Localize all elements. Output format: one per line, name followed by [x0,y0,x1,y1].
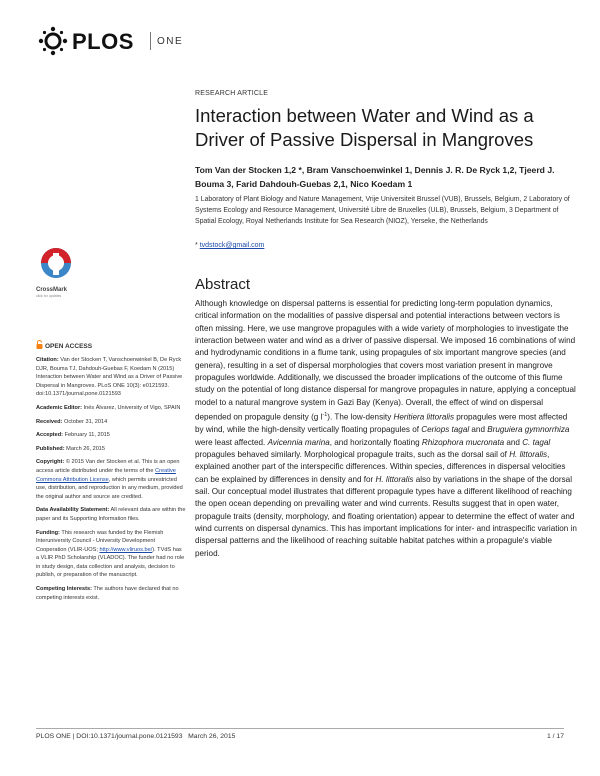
editor-text: Inés Álvarez, University of Vigo, SPAIN [83,404,181,411]
species-rhizophora: Rhizophora mucronata [421,437,505,447]
crossmark-label[interactable]: CrossMark [36,287,68,293]
published-date: March 26, 2015 [66,445,106,452]
funding-text-end: ). TVdS has a VLIR PhD Scholarship (VLADOC). The funder had no role in study design, data collection and analysis, decision to publish, or preparation of the manuscript. [36,546,185,579]
abstract-text [195,298,577,560]
species-h-littoralis-2: H. littoralis [375,474,414,484]
copyright-label: Copyright: [36,459,65,466]
logo-divider [150,32,151,50]
abstract-part-9: , explained another part of the interspecific differences. Within species, differences in dispersal velocities can be explained by differences in density and for [195,449,566,484]
abstract-part-3: propagules were most affected by wind, while the high-density vertically floating propagules of [195,412,568,435]
editor-block [36,404,186,413]
author-list: Tom Van der Stocken 1,2 *, Bram Vanschoenwinkel 1, Dennis J. R. De Ryck 1,2, Tjeerd J. Bouma 3, Farid Dahdouh-Guebas 2,1, Nico Koedam 1 [195,165,555,189]
citation-text: Van der Stocken T, Vanschoenwinkel B, De Ryck DJR, Bouma TJ, Dahdouh-Guebas F, Koedam N (2015) Interaction between Water and Wind as a Driver of Passive Dispersal in Mangroves. PLoS ONE 10(3): e0121593. doi:10.1371/journal.pone.0121593 [36,357,183,398]
open-access-badge [36,340,92,350]
license-link[interactable]: Creative Commons Attribution License [36,467,176,483]
species-c-tagal: C. tagal [522,437,551,447]
plos-dots-icon [36,26,70,56]
article-metadata-sidebar [36,356,186,607]
abstract-part-5: were least affected. [195,437,268,447]
affiliations: 1 Laboratory of Plant Biology and Nature Management, Vrije Universiteit Brussel (VUB), Brussels, Belgium, 2 Laboratory of Systems Ecology and Resource Management, Université Libre de Bruxelles (ULB), Brussels, Belgium, 3 Department of Spatial Ecology, Royal Netherlands Institute for Sea Research (NIOZ), Yerseke, the Netherlands [195,196,570,225]
abstract-part-2: ). The low-density [327,412,394,422]
abstract-part-10: also by variations in the shape of the dorsal sail. Our conceptual model illustrates that different propagule types have a different likelihood of reaching the open ocean depending on prevailing water and wind currents. Results suggest that in open water, propagule traits (density, morphology, and floating orientation) appear to determine the effect of water and wind currents on dispersal dynamics. This has important implications for inter- and intraspecific variation in dispersal patterns and the likelihood of reaching suitable habitat patches within a propagule's viable period. [195,474,577,558]
article-type: RESEARCH ARTICLE [195,90,269,97]
received-label: Received: [36,418,63,425]
data-availability-block [36,506,186,523]
species-ceriops: Ceriops tagal [421,425,470,435]
corresponding-email [195,242,264,249]
accepted-date: February 11, 2015 [64,432,110,439]
funding-text: This research was funded by the Flemish Interuniversity Council - University Development Cooperation (VLIR-UOS; [36,529,164,553]
crossmark-sublabel: click for updates [36,294,62,298]
article-title: Interaction between Water and Wind as a Driver of Passive Dispersal in Mangroves [195,105,534,150]
copyright-block [36,458,186,501]
abstract-part-1: Although knowledge on dispersal patterns is essential for predicting long-term population dynamics, critical information on the modalities of passive dispersal and potential interactions between vectors is often missing. Here, we use mangrove propagules with a wide variety of morphologies to investigate the interaction between water and wind as a driver of passive dispersal. We imposed 16 combinations of wind and hydrodynamic conditions in a flume tank, using propagules of six important mangrove species (and genera), resulting in a set of dispersal morphologies that covers most variation present in mangrove propagules worldwide. Additionally, we discussed the broader implications of the outcome of this flume study on the potential of long distance dispersal for mangrove propagules in nature, applying a conceptual model to a natural mangrove system in Gazi Bay (Kenya). Overall, the effect of wind on dispersal depended on propagule density (g l [195,299,576,422]
plos-wordmark: PLOS [72,29,134,54]
funding-block [36,529,186,581]
plos-one-logo [36,26,184,56]
abstract-part-4: and [469,425,488,435]
accepted-label: Accepted: [36,432,64,439]
journal-name: ONE [157,36,184,47]
copyright-text: © 2015 Van der Stocken et al. This is an open access article distributed under the terms of the [36,459,180,474]
species-bruguiera: Bruguiera gymnorrhiza [487,425,570,435]
competing-interests-block [36,585,186,602]
email-link[interactable]: tvdstock@gmail.com [199,242,265,249]
footer-citation: PLOS ONE | DOI:10.1371/journal.pone.0121593 March 26, 2015 [36,733,236,740]
copyright-text-end: , which permits unrestricted use, distribution, and reproduction in any medium, provided the original author and source are credited. [36,476,183,500]
data-availability-text: All relevant data are within the paper and its Supporting Information files. [36,507,186,522]
competing-interests-label: Competing Interests: [36,586,92,593]
open-access-icon [36,340,43,349]
accepted-block [36,431,186,440]
published-block [36,445,186,454]
received-date: October 31, 2014 [64,418,108,425]
open-access-label: OPEN ACCESS [45,343,93,350]
email-marker: * [195,242,198,249]
citation-label: Citation: [36,357,59,363]
competing-interests-text: The authors have declared that no competing interests exist. [36,586,179,601]
abstract-part-6: , and horizontally floating [329,437,422,447]
citation-block [36,356,186,399]
abstract-superscript: -1 [322,412,328,419]
editor-label: Academic Editor: [36,404,83,411]
species-h-littoralis: H. littoralis [509,449,548,459]
abstract-part-7: and [504,437,523,447]
published-label: Published: [36,445,65,452]
received-block [36,418,186,427]
funding-label: Funding: [36,529,60,536]
species-heritiera: Heritiera littoralis [393,412,455,422]
funder-link[interactable]: http://www.vliruos.be/ [99,546,153,553]
abstract-heading: Abstract [195,276,251,293]
abstract-part-8: propagules behaved similarly. Morphological propagule traits, such as the dorsal sail of [195,449,510,459]
species-avicennia: Avicennia marina [267,437,330,447]
data-availability-label: Data Availability Statement: [36,507,110,514]
page-number: 1 / 17 [546,733,564,740]
footer-divider [36,728,564,729]
